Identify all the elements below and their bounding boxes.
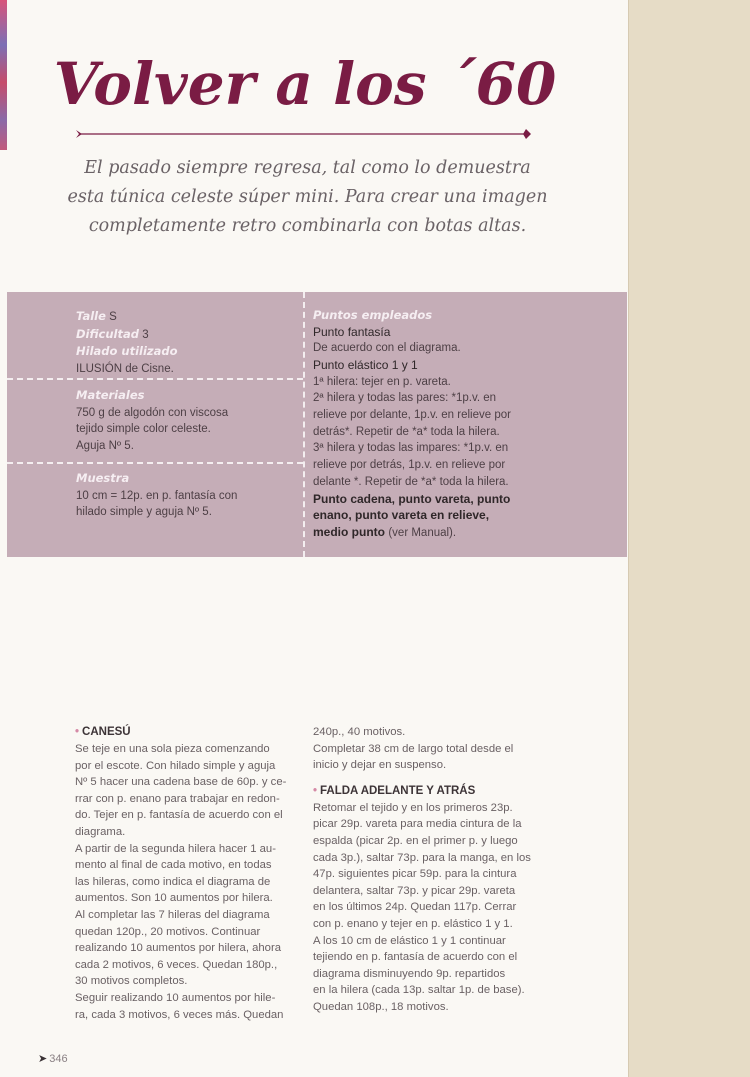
materiales-line: 750 g de algodón con viscosa xyxy=(76,406,229,419)
talle-label: Talle xyxy=(76,309,106,323)
text-line: diagrama disminuyendo 9p. repartidos xyxy=(313,967,506,980)
text-line: las hileras, como indica el diagrama de xyxy=(75,875,271,888)
hilado-label: Hilado utilizado xyxy=(76,344,178,358)
facing-page-edge xyxy=(628,0,750,1077)
elastico-title: Punto elástico 1 y 1 xyxy=(313,357,418,372)
text-line: tejiendo en p. fantasía de acuerdo con el xyxy=(313,951,518,964)
text-line: Se teje en una sola pieza comenzando xyxy=(75,743,270,755)
elastico-line: relieve por detrás, 1p.v. en relieve por xyxy=(313,459,506,472)
text-line: 30 motivos completos. xyxy=(75,975,188,988)
text-line: delantera, saltar 73p. y picar 29p. vareta xyxy=(313,884,516,897)
dificultad-value: 3 xyxy=(142,328,149,341)
elastico-line: 1ª hilera: tejer en p. vareta. xyxy=(313,375,451,388)
info-left-panel xyxy=(7,292,305,557)
muestra-section xyxy=(7,470,303,521)
manual-reference: (ver Manual). xyxy=(388,526,457,539)
text-line: do. Tejer en p. fantasía de acuerdo con el xyxy=(75,809,283,822)
text-line: en los últimos 24p. Quedan 117p. Cerrar xyxy=(313,901,517,914)
puntos-panel xyxy=(313,307,539,542)
text-line: diagrama. xyxy=(75,825,126,838)
materiales-line: Aguja Nº 5. xyxy=(76,439,134,452)
size-section xyxy=(7,308,303,377)
text-line: aumentos. Son 10 aumentos por hilera. xyxy=(75,892,273,905)
subtitle-line: completamente retro combinarla con botas altas. xyxy=(88,216,527,236)
text-line: Nº 5 hacer una cadena base de 60p. y ce- xyxy=(75,776,287,789)
talle-value: S xyxy=(109,311,117,323)
page-title: Volver a los ´60 xyxy=(53,50,557,118)
text-line: Completar 38 cm de largo total desde el xyxy=(313,742,514,755)
muestra-line: 10 cm = 12p. en p. fantasía con xyxy=(76,489,238,502)
text-line: A partir de la segunda hilera hacer 1 au- xyxy=(75,842,276,855)
elastico-line: delante *. Repetir de *a* toda la hilera. xyxy=(313,475,509,488)
materiales-label: Materiales xyxy=(76,388,145,402)
text-line: rrar con p. enano para trabajar en redon- xyxy=(75,792,280,805)
fantasia-title: Punto fantasía xyxy=(313,324,391,339)
text-line: en la hilera (cada 13p. saltar 1p. de base). xyxy=(313,984,525,997)
text-line: Quedan 108p., 18 motivos. xyxy=(313,1000,449,1013)
instructions-column-right xyxy=(313,724,535,1016)
fantasia-text: De acuerdo con el diagrama. xyxy=(313,342,461,355)
bullet-icon: • xyxy=(75,726,80,738)
text-line: Al completar las 7 hileras del diagrama xyxy=(75,908,270,921)
pattern-info-box xyxy=(7,292,627,557)
text-line: cada 3p.), saltar 73p. para la manga, en los xyxy=(313,851,531,864)
puntos-heading: Puntos empleados xyxy=(313,308,433,322)
other-stitches-line: Punto cadena, punto vareta, punto xyxy=(313,491,511,506)
text-line: cada 2 motivos, 6 veces. Quedan 180p., xyxy=(75,958,278,971)
other-stitches-last: medio punto xyxy=(313,524,385,539)
materiales-section xyxy=(7,387,303,454)
text-line: por el escote. Con hilado simple y aguja xyxy=(75,759,276,772)
other-stitches-line: enano, punto vareta en relieve, xyxy=(313,508,490,523)
elastico-line: detrás*. Repetir de *a* toda la hilera. xyxy=(313,425,500,438)
elastico-line: relieve por delante, 1p.v. en relieve por xyxy=(313,409,511,422)
arrow-icon: ➤ xyxy=(38,1053,48,1065)
title-divider xyxy=(76,128,531,140)
text-line: ra, cada 3 motivos, 6 veces más. Quedan xyxy=(75,1008,284,1021)
intro-subtitle xyxy=(60,154,555,241)
page-number: ➤ 346 xyxy=(38,1053,68,1065)
section-divider xyxy=(7,378,303,380)
elastico-line: 3ª hilera y todas las impares: *1p.v. en xyxy=(313,442,509,455)
text-line: A los 10 cm de elástico 1 y 1 continuar xyxy=(313,934,506,947)
text-line: Seguir realizando 10 aumentos por hile- xyxy=(75,991,276,1004)
bullet-icon: • xyxy=(313,784,318,797)
muestra-line: hilado simple y aguja Nº 5. xyxy=(76,506,212,518)
text-line: quedan 120p., 20 motivos. Continuar xyxy=(75,925,261,938)
section-title-falda: • FALDA ADELANTE Y ATRÁS xyxy=(313,784,476,797)
text-line: 47p. siguientes picar 59p. para la cintura xyxy=(313,868,517,881)
hilado-value: ILUSIÓN de Cisne. xyxy=(76,362,174,375)
muestra-label: Muestra xyxy=(76,471,130,485)
subtitle-line: El pasado siempre regresa, tal como lo demuestra xyxy=(84,158,531,178)
text-line: realizando 10 aumentos por hilera, ahora xyxy=(75,942,281,955)
text-line: 240p., 40 motivos. xyxy=(313,726,406,738)
text-line: espalda (picar 2p. en el primer p. y luego xyxy=(313,834,518,847)
section-divider xyxy=(7,462,303,464)
text-line: con p. enano y tejer en p. elástico 1 y 1. xyxy=(313,917,513,930)
instructions-column-left xyxy=(75,724,297,1023)
text-line: Retomar el tejido y en los primeros 23p. xyxy=(313,801,513,814)
elastico-line: 2ª hilera y todas las pares: *1p.v. en xyxy=(313,392,497,405)
materiales-line: tejido simple color celeste. xyxy=(76,423,211,435)
dificultad-label: Dificultad xyxy=(76,326,139,341)
text-line: inicio y dejar en suspenso. xyxy=(313,759,447,772)
text-line: picar 29p. vareta para media cintura de la xyxy=(313,818,522,831)
section-title-canesu: • CANESÚ xyxy=(75,726,131,738)
text-line: mento al final de cada motivo, en todas xyxy=(75,859,272,872)
subtitle-line: esta túnica celeste súper mini. Para crear una imagen xyxy=(67,187,548,207)
